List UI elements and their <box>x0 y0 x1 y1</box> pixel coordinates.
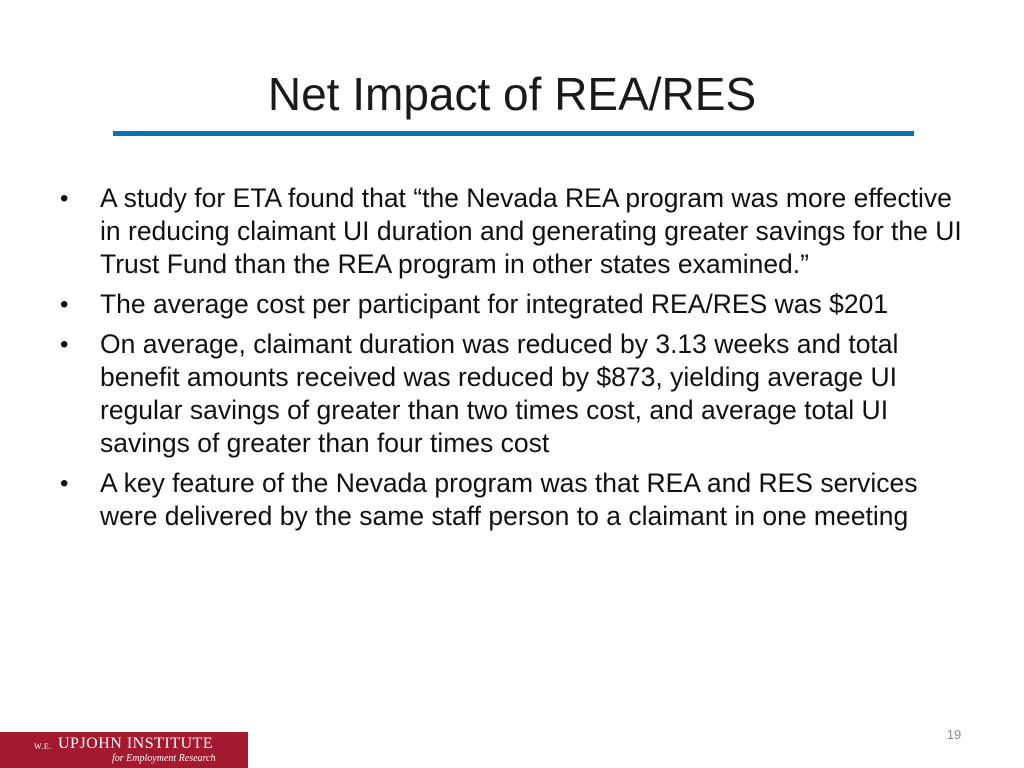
bullet-icon: • <box>60 291 69 318</box>
bullet-item <box>56 288 976 321</box>
bullet-list <box>56 182 976 540</box>
bullet-item <box>56 182 976 281</box>
bullet-text: On average, claimant duration was reduced by 3.13 weeks and total benefit amounts received was reduced by $873, yielding average UI regular savings of greater than two times cost, and average total UI savings of greater than four times cost <box>100 329 899 458</box>
bullet-icon: • <box>60 185 69 212</box>
slide-title: Net Impact of REA/RES <box>267 68 757 120</box>
logo-prefix: W.E. <box>34 742 52 751</box>
bullet-item <box>56 467 976 533</box>
upjohn-institute-logo <box>0 732 248 768</box>
bullet-icon: • <box>60 331 69 358</box>
bullet-text: The average cost per participant for integrated REA/RES was $201 <box>100 289 889 319</box>
logo-name: UPJOHN INSTITUTE <box>58 735 214 752</box>
logo-subtitle: for Employment Research <box>112 753 216 764</box>
bullet-item <box>56 328 976 460</box>
bullet-text: A key feature of the Nevada program was that REA and RES services were delivered by the same staff person to a claimant in one meeting <box>100 468 918 531</box>
title-underline <box>113 131 914 136</box>
bullet-text: A study for ETA found that “the Nevada REA program was more effective in reducing claimant UI duration and generating greater savings for the UI Trust Fund than the REA program in other states examined.” <box>100 183 962 279</box>
page-number: 19 <box>946 727 962 742</box>
bullet-icon: • <box>60 470 69 497</box>
